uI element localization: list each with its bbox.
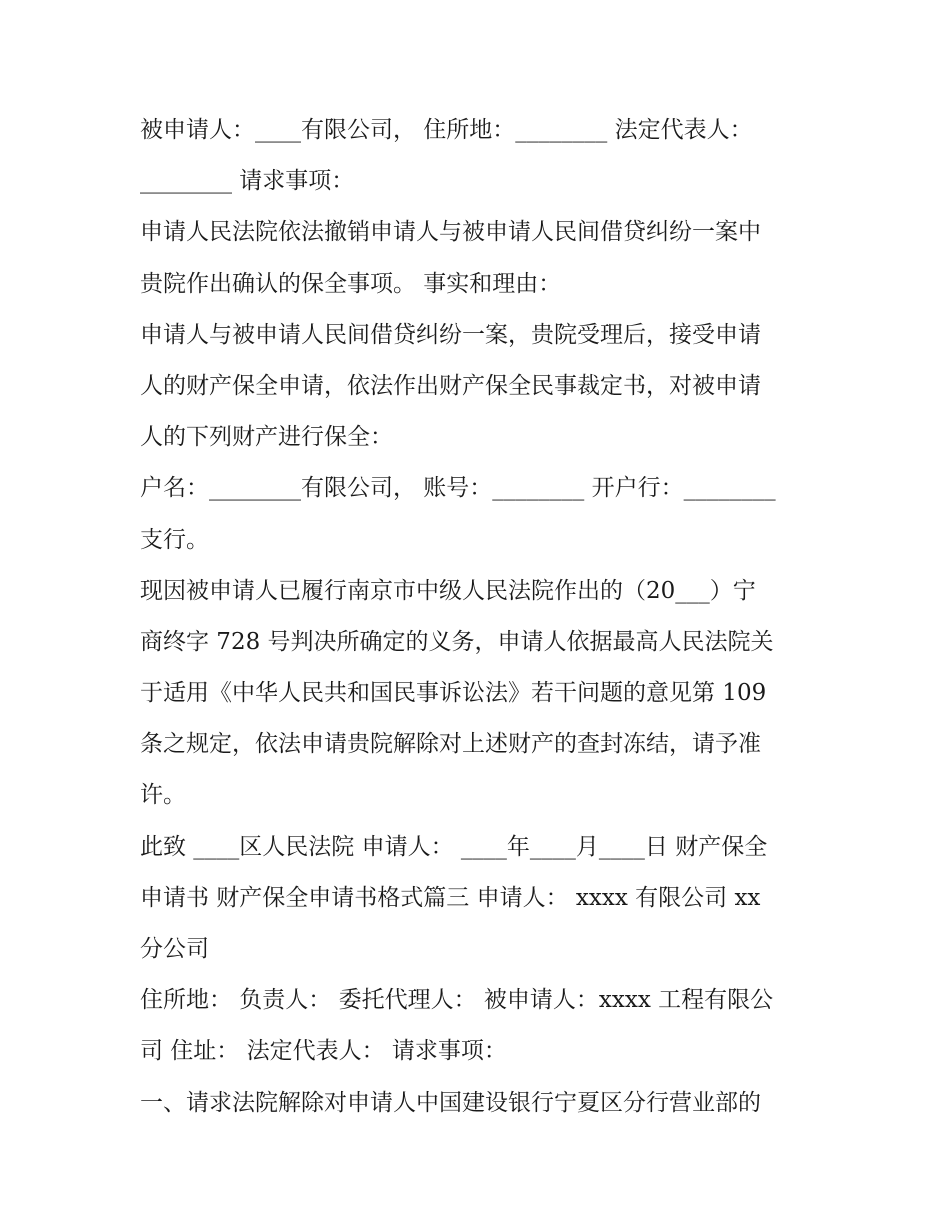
text-line: 分公司: [140, 936, 209, 962]
text-line: 条之规定，依法申请贵院解除对上述财产的查封冻结，请予准: [140, 731, 761, 758]
text-line: 住所地： 负责人： 委托代理人： 被申请人：xxxx 工程有限公: [140, 987, 774, 1014]
text-line: 申请书 财产保全申请书格式篇三 申请人： xxxx 有限公司 xx: [140, 884, 761, 911]
text-line: 于适用《中华人民共和国民事诉讼法》若干问题的意见第 109: [140, 680, 767, 707]
text-line: 人的财产保全申请，依法作出财产保全民事裁定书，对被申请: [140, 372, 761, 399]
text-line: 此致 ____区人民法院 申请人： ____年____月____日 财产保全: [140, 833, 768, 860]
text-line: 一、请求法院解除对申请人中国建设银行宁夏区分行营业部的: [140, 1089, 761, 1116]
text-line: 支行。: [140, 526, 209, 553]
text-line: 司 住址： 法定代表人： 请求事项：: [140, 1038, 507, 1065]
text-line: 户名：________有限公司， 账号：________ 开户行：________: [140, 475, 776, 502]
text-line: 许。: [140, 782, 186, 809]
text-line: 贵院作出确认的保全事项。 事实和理由：: [140, 270, 562, 297]
text-line: 人的下列财产进行保全：: [140, 424, 393, 451]
text-line: 申请人与被申请人民间借贷纠纷一案，贵院受理后，接受申请: [140, 321, 761, 348]
text-line: 被申请人：____有限公司， 住所地：________ 法定代表人：: [140, 117, 753, 143]
text-line: 现因被申请人已履行南京市中级人民法院作出的（20___）宁: [140, 577, 756, 604]
text-line: 申请人民法院依法撤销申请人与被申请人民间借贷纠纷一案中: [140, 219, 761, 246]
text-line: 商终字 728 号判决所确定的义务，申请人依据最高人民法院关: [140, 628, 774, 655]
document-body: [140, 105, 820, 1129]
text-line: ________ 请求事项：: [140, 168, 355, 195]
